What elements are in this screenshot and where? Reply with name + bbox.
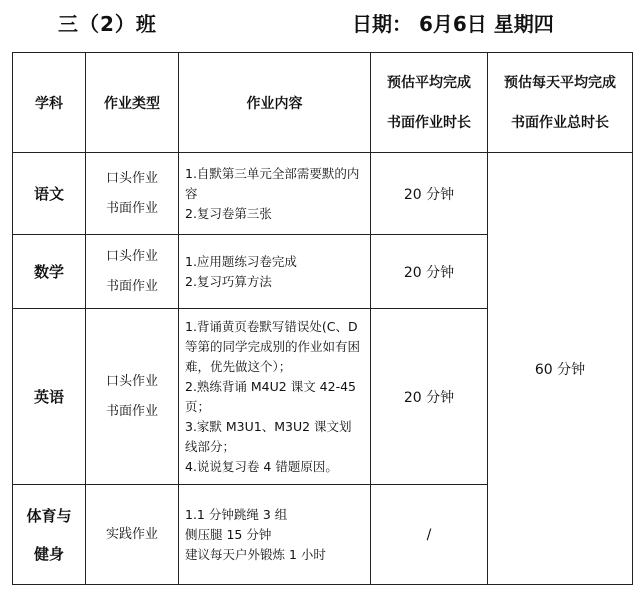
content-line: 1.应用题练习卷完成 bbox=[185, 253, 297, 269]
duration-cell: 20 分钟 bbox=[371, 153, 488, 235]
homework-table bbox=[12, 52, 633, 585]
content-line: 4.说说复习卷 4 错题原因。 bbox=[185, 458, 338, 474]
col-header-type: 作业类型 bbox=[86, 53, 179, 153]
content-line: 侧压腿 15 分钟 bbox=[185, 526, 272, 542]
col-header-duration bbox=[371, 53, 488, 153]
col-header-content: 作业内容 bbox=[179, 53, 371, 153]
subject-line: 体育与 bbox=[26, 506, 72, 525]
content-line: 1.自默第三单元全部需要默的内容 bbox=[185, 165, 360, 201]
table-header-row bbox=[13, 53, 633, 153]
duration-cell: 20 分钟 bbox=[371, 235, 488, 309]
content-line: 2.复习巧算方法 bbox=[185, 273, 272, 289]
col-header-total-line2: 书面作业总时长 bbox=[511, 114, 609, 131]
type-item: 口头作业 bbox=[105, 248, 158, 264]
class-name: 三（2）班 bbox=[58, 12, 157, 36]
content-line: 建议每天户外锻炼 1 小时 bbox=[185, 546, 326, 562]
content-cell bbox=[179, 235, 371, 309]
page-header bbox=[0, 8, 642, 38]
type-item: 书面作业 bbox=[105, 403, 158, 419]
subject-cell: 数学 bbox=[13, 235, 86, 309]
type-item: 口头作业 bbox=[105, 170, 158, 186]
type-item: 实践作业 bbox=[105, 526, 158, 542]
content-cell bbox=[179, 309, 371, 485]
duration-cell: / bbox=[371, 485, 488, 585]
col-header-duration-line2: 书面作业时长 bbox=[387, 114, 471, 131]
content-line: 2.熟练背诵 M4U2 课文 42-45 页； bbox=[185, 378, 357, 414]
duration-cell: 20 分钟 bbox=[371, 309, 488, 485]
total-duration-cell: 60 分钟 bbox=[488, 153, 633, 585]
type-item: 书面作业 bbox=[105, 200, 158, 216]
table-row bbox=[13, 153, 633, 235]
content-line: 3.家默 M3U1、M3U2 课文划线部分； bbox=[185, 418, 352, 454]
type-cell bbox=[86, 309, 179, 485]
col-header-duration-line1: 预估平均完成 bbox=[387, 74, 471, 91]
content-line: 1.1 分钟跳绳 3 组 bbox=[185, 506, 288, 522]
content-line: 2.复习卷第三张 bbox=[185, 205, 272, 221]
type-cell bbox=[86, 485, 179, 585]
type-cell bbox=[86, 235, 179, 309]
subject-cell: 英语 bbox=[13, 309, 86, 485]
subject-cell: 语文 bbox=[13, 153, 86, 235]
type-item: 口头作业 bbox=[105, 373, 158, 389]
col-header-subject: 学科 bbox=[13, 53, 86, 153]
content-cell bbox=[179, 153, 371, 235]
date-label: 日期： 6月6日 星期四 bbox=[352, 12, 554, 36]
type-cell bbox=[86, 153, 179, 235]
type-item: 书面作业 bbox=[105, 278, 158, 294]
col-header-total-line1: 预估每天平均完成 bbox=[504, 74, 616, 91]
subject-cell bbox=[13, 485, 86, 585]
col-header-total bbox=[488, 53, 633, 153]
subject-line: 健身 bbox=[33, 544, 64, 563]
content-cell bbox=[179, 485, 371, 585]
content-line: 1.背诵黄页卷默写错误处(C、D 等第的同学完成别的作业如有困难，优先做这个）； bbox=[185, 318, 361, 374]
